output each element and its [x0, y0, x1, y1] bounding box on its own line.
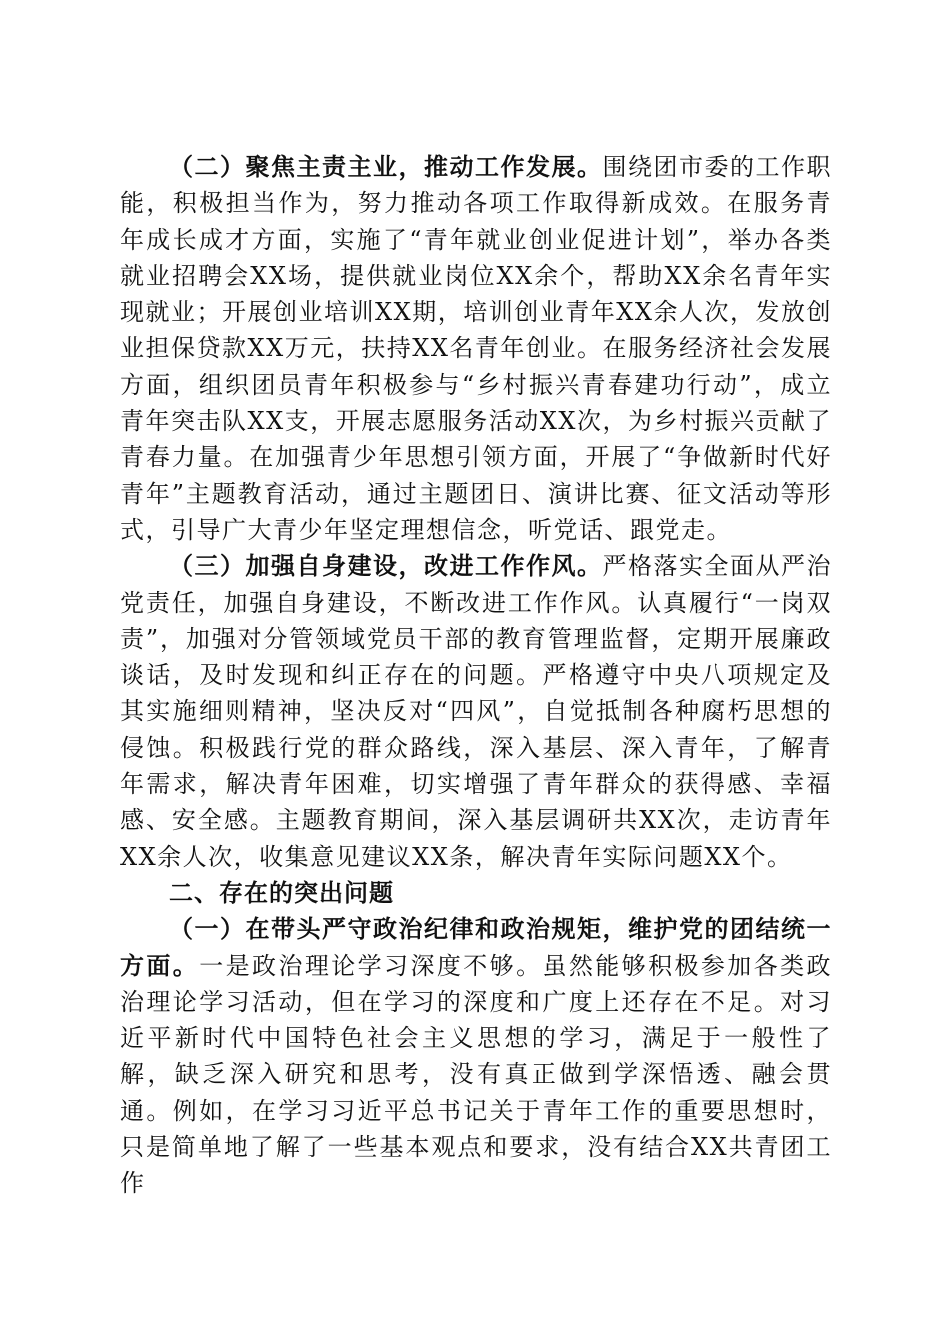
paragraph-lead: （一）在带头严守政治纪律和政治规矩，维护党的团结统一方面。: [120, 914, 832, 980]
paragraph-text: 围绕团市委的工作职能，积极担当作为，努力推动各项工作取得新成效。在服务青年成长成才方面，实施了“青年就业创业促进计划”，举办各类就业招聘会XX场，提供就业岗位XX余个，帮助XX余名青年实现就业；开展创业培训XX期，培训创业青年XX余人次，发放创业担保贷款XX万元，扶持XX名青年创业。在服务经济社会发展方面，组织团员青年积极参与“乡村振兴青春建功行动”，成立青年突击队XX支，开展志愿服务活动XX次，为乡村振兴贡献了青春力量。在加强青少年思想引领方面，开展了“争做新时代好青年”主题教育活动，通过主题团日、演讲比赛、征文活动等形式，引导广大青少年坚定理想信念，听党话、跟党走。: [120, 153, 832, 544]
paragraph-work-development: [120, 149, 832, 548]
document-body: [120, 149, 832, 1202]
section-heading: 二、存在的突出问题: [169, 878, 394, 907]
paragraph-text: 一是政治理论学习深度不够。虽然能够积极参加各类政治理论学习活动，但在学习的深度和广度上还存在不足。对习近平新时代中国特色社会主义思想的学习，满足于一般性了解，缺乏深入研究和思考，没有真正做到学深悟透、融会贯通。例如，在学习习近平总书记关于青年工作的重要思想时，只是简单地了解了一些基本观点和要求，没有结合XX共青团工作: [120, 951, 833, 1198]
paragraph-lead: （三）加强自身建设，改进工作作风。: [169, 551, 603, 581]
paragraph-political-discipline: [120, 911, 832, 1201]
paragraph-lead: （二）聚焦主责主业，推动工作发展。: [169, 152, 603, 181]
paragraph-self-construction: [120, 548, 832, 875]
paragraph-text: 严格落实全面从严治党责任，加强自身建设，不断改进工作作风。认真履行“一岗双责”，加强对分管领域党员干部的教育管理监督，定期开展廉政谈话，及时发现和纠正存在的问题。严格遵守中央八项规定及其实施细则精神，坚决反对“四风”，自觉抵制各种腐朽思想的侵蚀。积极践行党的群众路线，深入基层、深入青年，了解青年需求，解决青年困难，切实增强了青年群众的获得感、幸福感、安全感。主题教育期间，深入基层调研共XX次，走访青年XX余人次，收集意见建议XX条，解决青年实际问题XX个。: [120, 552, 832, 871]
